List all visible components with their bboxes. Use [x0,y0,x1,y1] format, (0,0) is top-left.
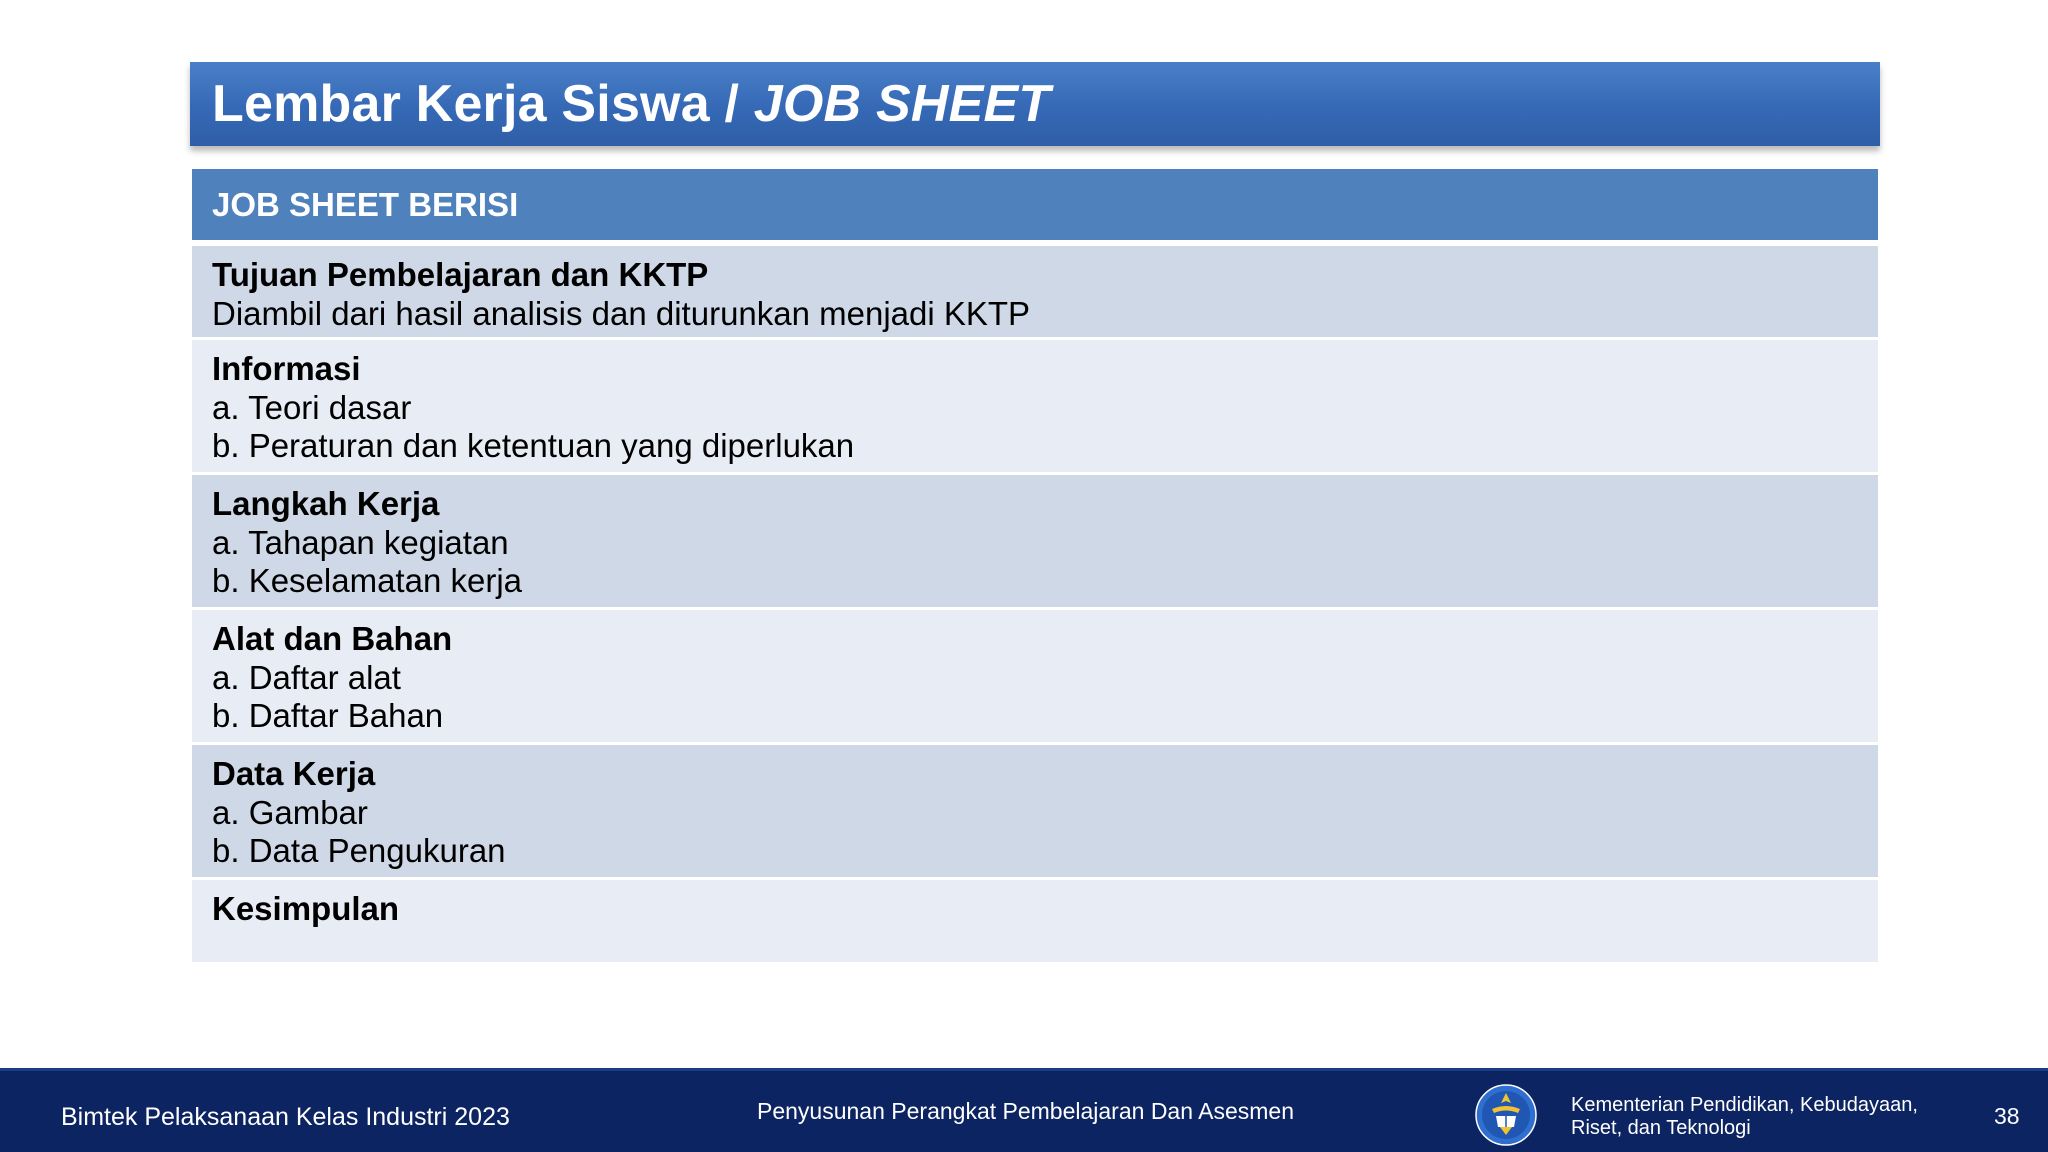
row-heading: Tujuan Pembelajaran dan KKTP [212,256,709,293]
title-banner [190,62,1880,146]
slide-title-main: Lembar Kerja Siswa / [212,75,754,133]
table-row [192,340,1878,475]
row-line: b. Keselamatan kerja [212,562,523,599]
table-row [192,475,1878,610]
row-heading: Alat dan Bahan [212,620,453,657]
job-sheet-table [192,169,1878,962]
table-row [192,610,1878,745]
table-header [192,169,1878,246]
table-header-label: JOB SHEET BERISI [212,185,519,223]
footer-event-title: Bimtek Pelaksanaan Kelas Industri 2023 [61,1103,510,1131]
page-number: 38 [1994,1103,2020,1129]
ministry-line-2: Riset, dan Teknologi [1571,1117,1751,1139]
table-row [192,880,1878,962]
row-line: a. Daftar alat [212,658,401,696]
row-heading: Langkah Kerja [212,485,440,522]
row-heading: Informasi [212,350,361,387]
row-line: b. Daftar Bahan [212,697,444,734]
row-line: b. Peraturan dan ketentuan yang diperlukan [212,427,855,464]
row-line: a. Gambar [212,793,368,831]
table-row [192,745,1878,880]
row-heading: Data Kerja [212,755,376,792]
table-row [192,246,1878,340]
row-line: a. Tahapan kegiatan [212,523,509,561]
slide-title-emphasis: JOB SHEET [753,75,1051,133]
row-heading: Kesimpulan [212,890,400,927]
row-line: Diambil dari hasil analisis dan diturunkan menjadi KKTP [212,294,1031,332]
footer-bar [0,1068,2048,1152]
footer-topic: Penyusunan Perangkat Pembelajaran Dan Asesmen [757,1098,1295,1124]
row-line: b. Data Pengukuran [212,832,506,869]
ministry-line-1: Kementerian Pendidikan, Kebudayaan, [1571,1094,1918,1116]
row-line: a. Teori dasar [212,388,412,426]
footer-ministry [1571,1094,1918,1140]
slide-title [212,74,1050,134]
tut-wuri-handayani-logo-icon [1474,1083,1538,1147]
